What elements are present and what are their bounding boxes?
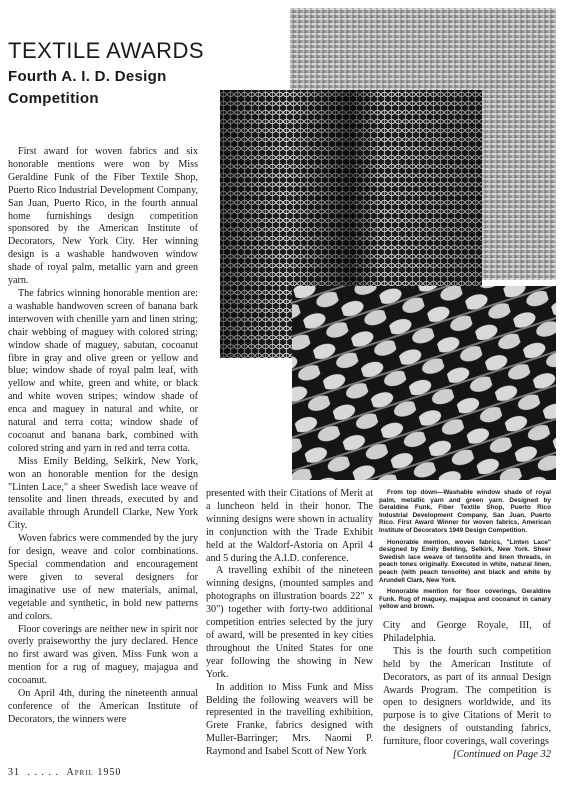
- paragraph: Floor coverings are neither new in spirit nor overly praiseworthy the jury declared. Hence no first award was given. Miss Funk won a mention for a rug of maguey, majagua and cocoanut.: [8, 623, 198, 687]
- article-title: TEXTILE AWARDS: [8, 38, 205, 63]
- article-column-1: [8, 146, 198, 727]
- article-subtitle: [8, 66, 218, 110]
- footer-dots: . . . . .: [27, 767, 59, 778]
- issue-date: April 1950: [66, 767, 122, 778]
- photo-floor-rug: [292, 286, 556, 480]
- article-column-2: [206, 488, 373, 759]
- paragraph: City and George Royale, III, of Philadelphia.: [383, 620, 551, 644]
- continued-note: [Continued on Page 32: [452, 749, 551, 761]
- paragraph: A travelling exhibit of the nineteen winning designs, (mounted samples and photographs on illustration boards 22" x 30") together with forty-two additional competition entries selected by the jury of award, will be presented in key cities throughout the United States for one year following the showing in New York.: [206, 565, 373, 680]
- paragraph: On April 4th, during the nineteenth annual conference of the American Institute of Decorators, the winners were: [8, 688, 198, 725]
- paragraph: Woven fabrics were commended by the jury for design, weave and color combinations. Special commendation and encouragement were given to several designers for imaginative use of new materials, animal, vegetable and synthetic, in bold new patterns and colors.: [8, 533, 198, 622]
- caption-floor-rug: Honorable mention for floor coverings, Geraldine Funk. Rug of maguey, majagua and cocoanut in canary yellow and brown.: [379, 588, 551, 611]
- page-footer: [8, 767, 121, 778]
- paragraph: First award for woven fabrics and six honorable mentions were won by Miss Geraldine Funk of the Fiber Textile Shop, Puerto Rico Industrial Development Company, San Juan, Puerto Rico, in the fourth annual home furnishings design competition sponsored by the American Institute of Decorators, New York City. Her winning design is a washable handwoven window shade of royal palm, metallic yarn and green yarn.: [8, 146, 198, 287]
- paragraph: In addition to Miss Funk and Miss Belding the following weavers will be represented in the travelling exhibition, Grete Franke, fabrics designed with Muller-Barringer; Mrs. Naomi P. Raymond and Isabel Scott of New York: [206, 681, 373, 758]
- photo-captions: [379, 489, 551, 615]
- paragraph: This is the fourth such competition held by the American Institute of Decorators, as part of its annual Design Awards Program. The competition is open to designers worldwide, and its purpose is to give Citations of Merit to the designers of outstanding fabrics, furniture, floor coverings, wall coverings: [383, 645, 551, 748]
- caption-royal-palm: From top down—Washable window shade of royal palm, metallic yarn and green yarn. Designed by Geraldine Funk, Fiber Textile Shop, Puerto Rico Industrial Development Company, San Juan, Puerto Rico. First Award Winner for woven fabrics, American Institute of Decorators 1949 Design Competition.: [379, 489, 551, 534]
- paragraph: presented with their Citations of Merit at a luncheon held in their honor. The winning designs were shown in actuality in conjunction with the Trade Exhibit held at the Waldorf-Astoria on April 4 and 5 during the A.I.D. conference.: [206, 488, 373, 564]
- article-headline: [8, 38, 218, 110]
- article-column-3: [383, 620, 551, 762]
- paragraph: Miss Emily Belding, Selkirk, New York, won an honorable mention for the design "Linten Lace," a sheer Swedish lace weave of tensolite and linen threads, executed by and available through Arundell Clarke, New York City.: [8, 455, 198, 532]
- paragraph: The fabrics winning honorable mention are: a washable handwoven screen of banana bark interwoven with chenille yarn and linen string; chair webbing of maguey with colored string; window shade of maguey, sabutan, cocoanut fibre in gray and olive green or yellow and blue; window shade of royal palm leaf, with yellow and white, green and white, or black and white woven stripes; window shade of enca and maguey in natural and white, or natural and terra cotta; window shade of cocoanut and banana bark, combined with colored string and yarn in red and terra cotta.: [8, 287, 198, 454]
- subtitle-line-2: Competition: [8, 90, 99, 107]
- rug-weave-image: [292, 286, 556, 480]
- page-number: 31: [8, 767, 20, 778]
- subtitle-line-1: Fourth A. I. D. Design: [8, 68, 167, 85]
- caption-linten-lace: Honorable mention, woven fabrics, "Linten Lace" designed by Emily Belding, Selkirk, New York. Sheer Swedish lace weave of tensolite and linen threads, in peach tones originally. Executed in white, natural linen, peach (with peach tensolite) and black and white by Arundell Clark, New York.: [379, 538, 551, 584]
